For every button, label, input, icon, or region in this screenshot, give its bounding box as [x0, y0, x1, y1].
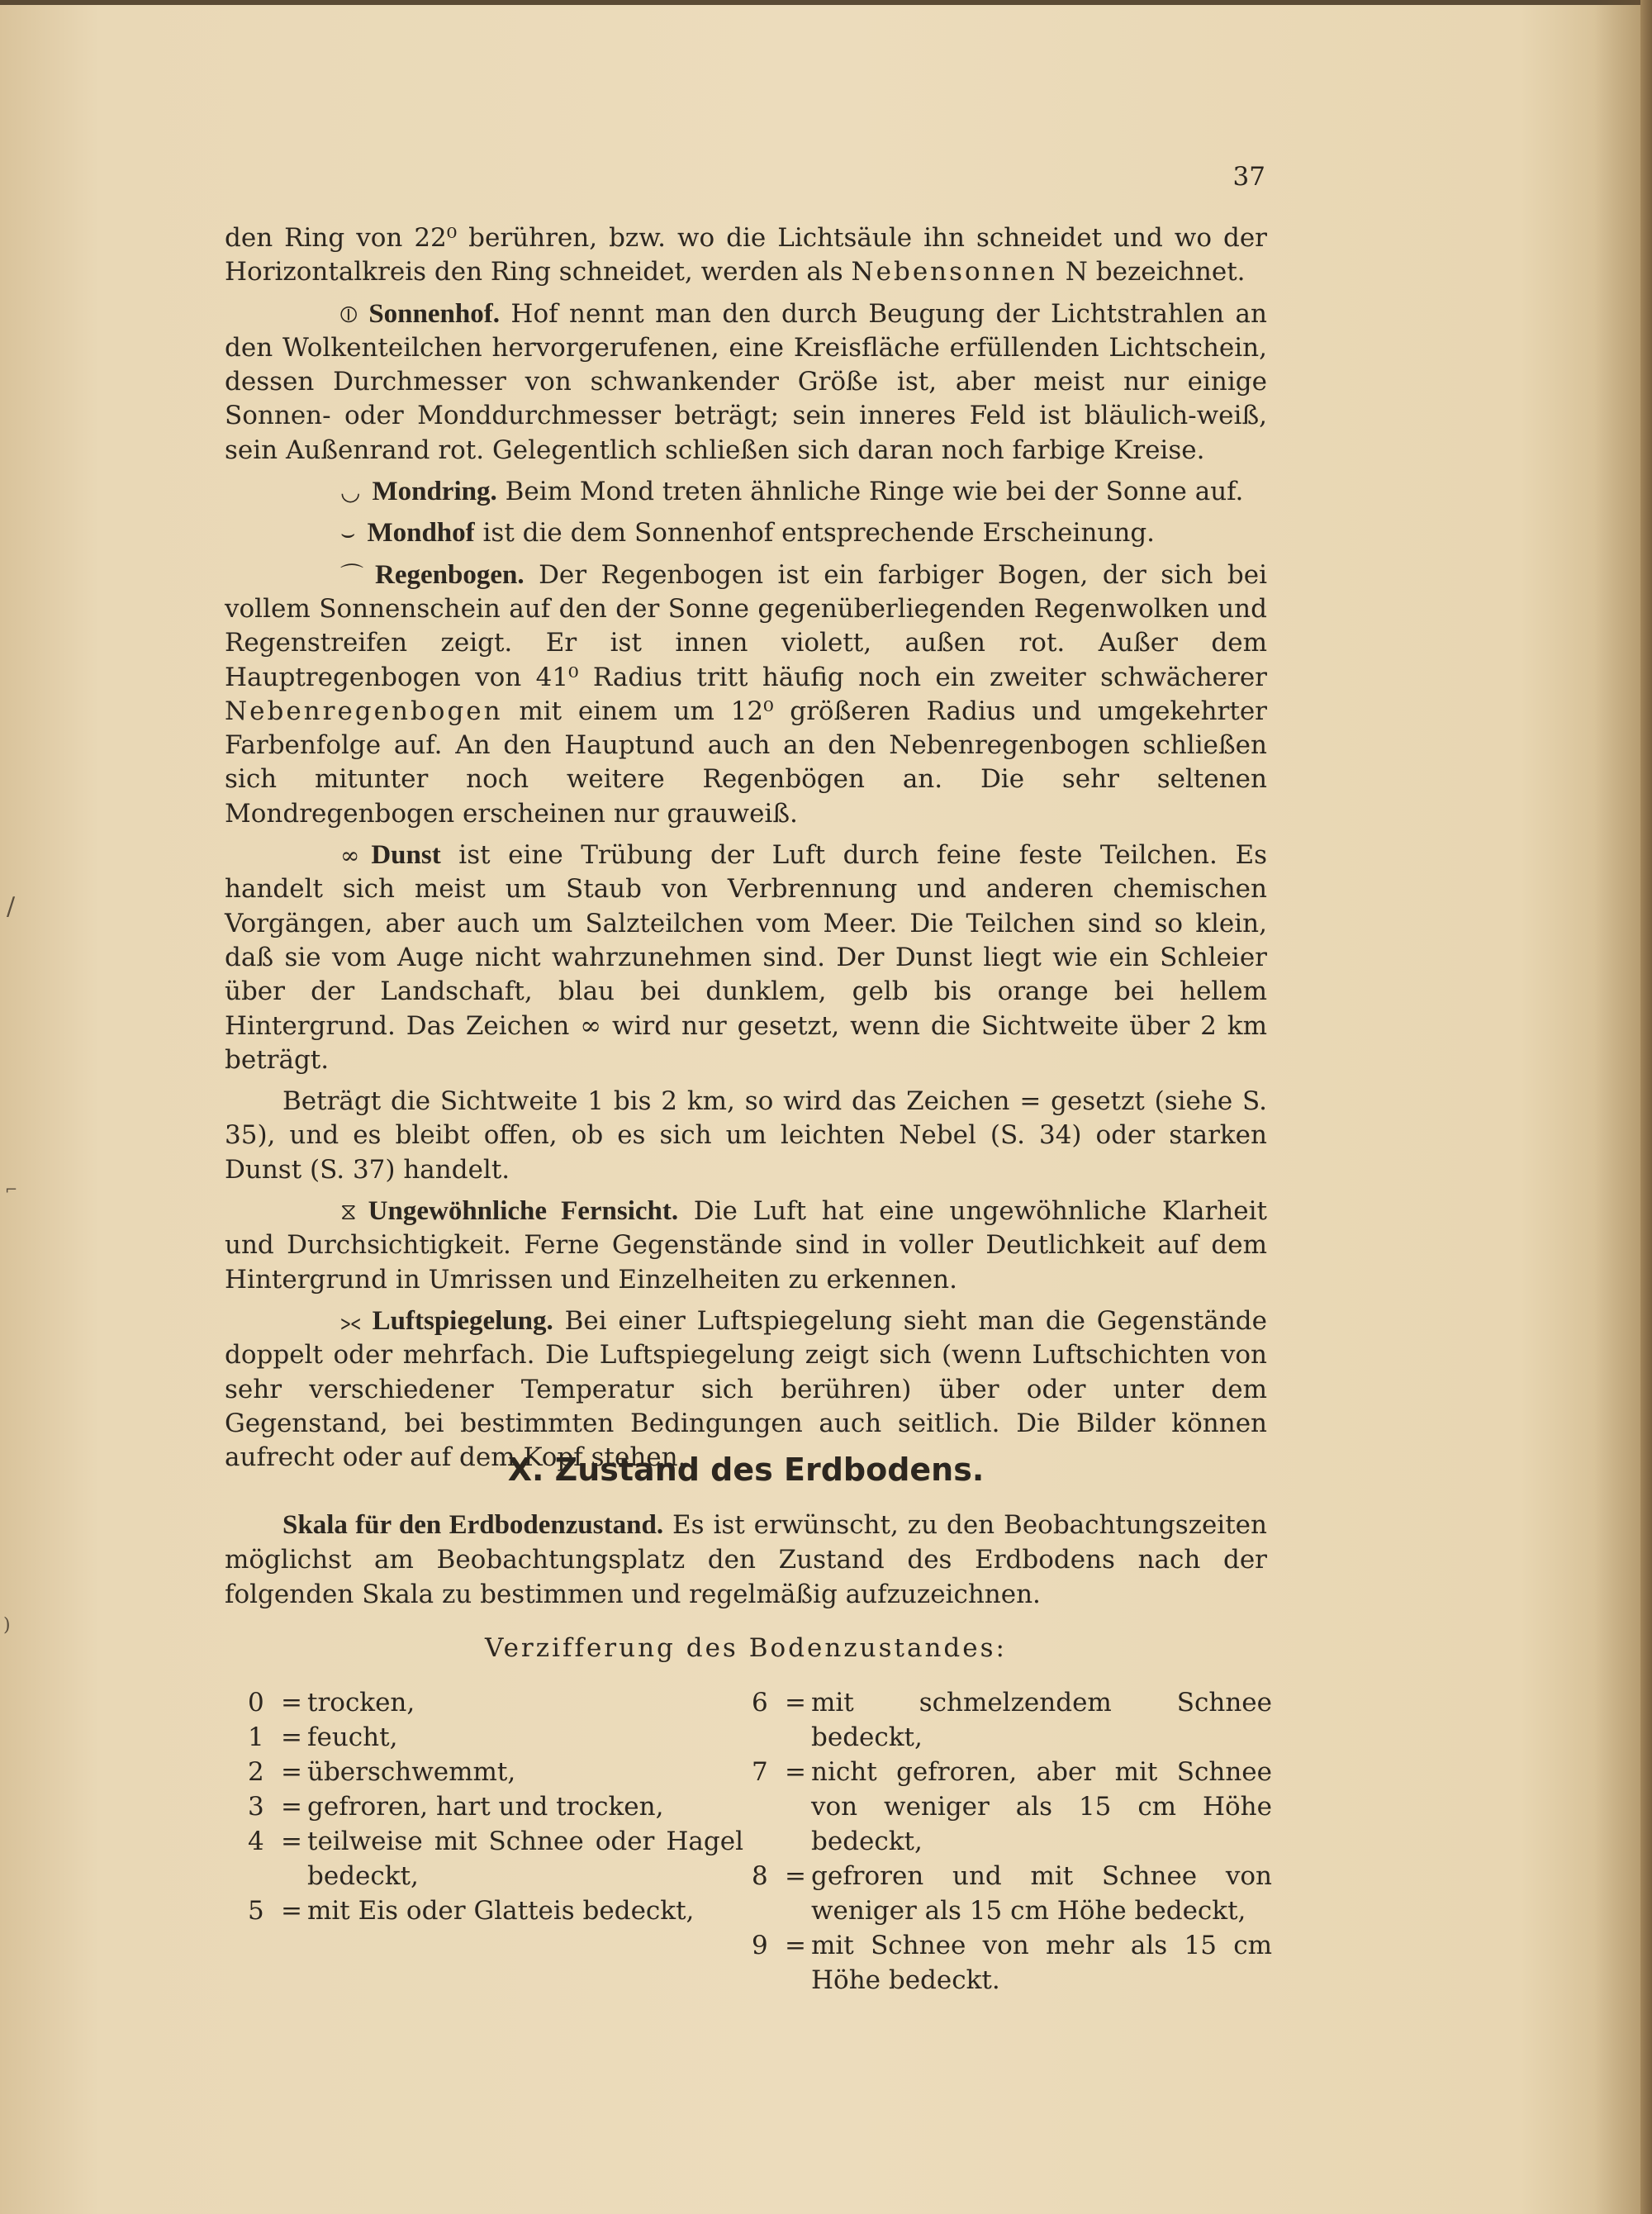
paragraph-mondring [225, 475, 1267, 509]
term-regenbogen: Regenbogen. [375, 559, 525, 590]
scale-item [248, 1824, 743, 1893]
paragraph-text: Beim Mond treten ähnliche Ringe wie bei der Sonne auf. [496, 477, 1244, 507]
paragraph-text: den Ring von 22⁰ berühren, bzw. wo die Lichtsäule ihn schneidet und wo der Horizontalkreis den Ring schneidet, werden als [225, 223, 1267, 287]
scale-equals: = [281, 1896, 302, 1926]
paragraph-text: Beträgt die Sichtweite 1 bis 2 km, so wird das Zeichen = gesetzt (siehe S. 35), und es bleibt offen, ob es sich um leichten Nebel (S. 34) oder starken Dunst (S. 37) handelt. [225, 1086, 1267, 1185]
margin-mark: / [7, 892, 16, 921]
scale-item [752, 1685, 1272, 1755]
section-heading: X. Zustand des Erdbodens. [507, 1451, 985, 1488]
scale-number: 5 [248, 1896, 264, 1926]
scale-title: Verzifferung des Bodenzustandes: [485, 1633, 1007, 1663]
sonnenhof-symbol-icon: ⦶ [340, 300, 358, 328]
fernsicht-symbol-icon: ⧖ [340, 1198, 357, 1226]
page-top-edge [0, 0, 1652, 5]
scale-item [248, 1789, 743, 1824]
scale-text: mit Eis oder Glatteis bedeckt, [307, 1896, 695, 1926]
scale-number: 2 [248, 1757, 264, 1787]
paragraph-text: Hof nennt man den durch Beugung der Lichtstrahlen an den Wolkenteilchen hervorgerufenen, eine Kreisfläche erfüllenden Lichtschein, dessen Durchmesser von schwankender Größe ist, aber meist nur einige Sonnen- oder Monddurchmesser beträgt; sein inneres Feld ist bläulich-weiß, sein Außenrand rot. Gelegentlich schließen sich daran noch farbige Kreise. [225, 298, 1267, 465]
scale-text: gefroren und mit Schnee von weniger als 15 cm Höhe bedeckt, [811, 1861, 1272, 1926]
mondhof-symbol-icon: ⌣ [340, 520, 356, 548]
scale-left-column [248, 1685, 743, 1928]
scale-text: mit Schnee von mehr als 15 cm Höhe bedeckt. [811, 1931, 1272, 1995]
term-mondhof: Mondhof [367, 518, 475, 549]
scale-equals: = [281, 1722, 302, 1752]
term-fernsicht: Ungewöhnliche Fernsicht. [368, 1196, 679, 1227]
scale-number: 3 [248, 1792, 264, 1822]
scale-text: teilweise mit Schnee oder Hagel bedeckt, [307, 1827, 743, 1891]
term-mondring: Mondring. [372, 477, 497, 507]
scale-number: 7 [752, 1757, 768, 1787]
paragraph-fernsicht [225, 1195, 1267, 1297]
paragraph-dunst [225, 839, 1267, 1077]
scale-right-column [752, 1685, 1272, 1998]
paragraph-text: Es ist erwünscht, zu den Beobachtungszeiten möglichst am Beobachtungsplatz den Zustand des Erdbodens nach der folgenden Skala zu bestimmen und regelmäßig aufzuzeichnen. [225, 1510, 1267, 1609]
regenbogen-symbol-icon: ⌒ [340, 561, 364, 589]
scale-equals: = [281, 1757, 302, 1787]
spaced-term: Nebensonnen [851, 257, 1057, 287]
mondring-symbol-icon: ◡ [340, 478, 361, 506]
paragraph-luftspiegelung [225, 1304, 1267, 1475]
paragraph-text: Die Luft hat eine ungewöhnliche Klarheit und Durchsichtigkeit. Ferne Gegenstände sind in voller Deutlichkeit auf dem Hintergrund in Umrissen und Einzelheiten zu erkennen. [225, 1196, 1267, 1295]
paragraph-nebensonnen [225, 221, 1267, 290]
paragraph-sichtweite [225, 1085, 1267, 1187]
scale-text: gefroren, hart und trocken, [307, 1792, 664, 1822]
scale-item [752, 1755, 1272, 1859]
scale-equals: = [785, 1757, 806, 1787]
scale-text: mit schmelzendem Schnee bedeckt, [811, 1688, 1272, 1752]
term-sonnenhof: Sonnenhof. [368, 298, 500, 329]
body-text [225, 221, 1267, 1482]
paragraph-text: N bezeichnet. [1056, 257, 1246, 287]
paragraph-mondhof [225, 516, 1267, 550]
scale-item [248, 1685, 743, 1720]
scale-item [752, 1859, 1272, 1928]
scale-number: 9 [752, 1931, 768, 1960]
scale-text: nicht gefroren, aber mit Schnee von weniger als 15 cm Höhe bedeckt, [811, 1757, 1272, 1856]
paragraph-text: mit einem um 12⁰ größeren Radius und umgekehrter Farbenfolge auf. An den Hauptund auch an den Nebenregenbogen schließen sich mitunter noch weitere Regenbögen an. Die sehr seltenen Mondregenbogen erscheinen nur grauweiß. [225, 696, 1267, 829]
scale-equals: = [281, 1688, 302, 1718]
section-intro [225, 1508, 1267, 1612]
paragraph-text: Der Regenbogen ist ein farbiger Bogen, der sich bei vollem Sonnenschein auf den der Sonne gegenüberliegenden Regenwolken und Regenstreifen zeigt. Er ist innen violett, außen rot. Außer dem Hauptregenbogen von 41⁰ Radius tritt häufig noch ein zweiter schwächerer [225, 559, 1267, 692]
page-right-edge [1640, 0, 1652, 2214]
term-dunst: Dunst [371, 840, 441, 871]
scale-equals: = [785, 1688, 806, 1718]
paragraph-sonnenhof [225, 297, 1267, 468]
scale-number: 6 [752, 1688, 768, 1718]
dunst-symbol-icon: ∞ [340, 842, 360, 870]
scale-number: 0 [248, 1688, 264, 1718]
scale-text: feucht, [307, 1722, 398, 1752]
paragraph-text: ist eine Trübung der Luft durch feine feste Teilchen. Es handelt sich meist um Staub von Verbrennung und anderen chemischen Vorgängen, aber auch um Salzteilchen vom Meer. Die Teilchen sind so klein, daß sie vom Auge nicht wahrzunehmen sind. Der Dunst liegt wie ein Schleier über der Landschaft, blau bei dunklem, gelb bis orange bei hellem Hintergrund. Das Zeichen ∞ wird nur gesetzt, wenn die Sichtweite über 2 km beträgt. [225, 840, 1267, 1075]
margin-mark: ) [3, 1615, 11, 1636]
scale-equals: = [785, 1931, 806, 1960]
margin-mark: ⌐ [5, 1181, 18, 1199]
scale-equals: = [785, 1861, 806, 1891]
term-skala: Skala für den Erdbodenzustand. [282, 1510, 664, 1540]
spaced-term: Nebenregenbogen [225, 696, 503, 726]
scale-item [248, 1720, 743, 1755]
term-luftspiegelung: Luftspiegelung. [372, 1305, 553, 1336]
paragraph-text: Bei einer Luftspiegelung sieht man die Gegenstände doppelt oder mehrfach. Die Luftspiegelung zeigt sich (wenn Luftschichten von sehr verschiedener Temperatur sich berühren) über oder unter dem Gegenstand, bei bestimmten Bedingungen auch seitlich. Die Bilder können aufrecht oder auf dem Kopf stehen. [225, 1305, 1267, 1473]
scale-equals: = [281, 1827, 302, 1856]
scale-number: 8 [752, 1861, 768, 1891]
paragraph-text: ist die dem Sonnenhof entsprechende Erscheinung. [474, 518, 1156, 549]
luftspiegelung-symbol-icon: ⪥ [340, 1307, 361, 1335]
scale-item [248, 1755, 743, 1789]
scale-item [248, 1893, 743, 1928]
scale-item [752, 1928, 1272, 1998]
scale-number: 1 [248, 1722, 264, 1752]
page-number: 37 [1232, 162, 1265, 192]
paragraph-regenbogen [225, 558, 1267, 831]
scale-text: überschwemmt, [307, 1757, 516, 1787]
scale-number: 4 [248, 1827, 264, 1856]
scale-text: trocken, [307, 1688, 415, 1718]
scale-equals: = [281, 1792, 302, 1822]
